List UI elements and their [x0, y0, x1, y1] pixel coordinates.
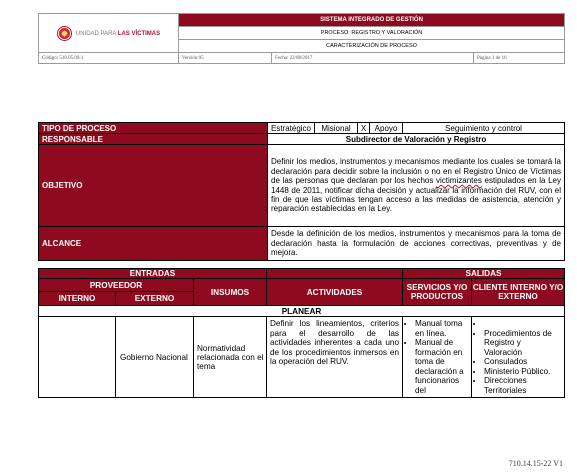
code-cell: Código: 510.05.09-1 [39, 53, 179, 64]
logo [39, 14, 179, 53]
process-name: PROCESO: REGISTRO Y VALORACIÓN [179, 27, 565, 40]
spacer-header [267, 269, 403, 279]
date-cell: Fecha: 22/08/2017 [272, 53, 474, 64]
system-title: SISTEMA INTEGRADO DE GESTIÓN [179, 14, 565, 27]
logo-text: UNIDAD PARA [75, 30, 118, 37]
tipo-seguimiento: Seguimiento y control [403, 123, 565, 134]
servicios-cell [403, 317, 472, 398]
list-item: • Direcciones Territoriales [484, 376, 561, 395]
process-info-table [38, 122, 565, 261]
interno-header: INTERNO [39, 292, 116, 306]
characterization-title: CARACTERIZACIÓN DE PROCESO [179, 40, 565, 53]
clientes-list [475, 319, 561, 395]
tipo-label: TIPO DE PROCESO [39, 123, 268, 134]
interno-cell [39, 317, 116, 398]
proveedor-header: PROVEEDOR [39, 279, 194, 292]
alcance-label: ALCANCE [39, 227, 268, 261]
objetivo-text-1: Definir los medios, instrumentos y mecanismos mediante los cuales se tomará la declaración para decidir sobre la inclusión o no en el Registro Único de Víctimas de las personas que declaran por los hechos [271, 157, 561, 186]
actividad-cell: Definir los lineamientos, criterios para el desarrollo de las actividades inherentes a cada uno de los procedimientos inmersos en la operación del RUV. [267, 317, 403, 398]
list-item [484, 319, 561, 329]
insumos-header: INSUMOS [194, 279, 267, 306]
list-item: • Manual de formación en toma de declaración a funcionarios del [415, 338, 468, 395]
objetivo-label: OBJETIVO [39, 145, 268, 227]
document-code-footer: 710.14.15-22 V1 [508, 459, 563, 468]
activities-table [38, 268, 565, 398]
colombia-seal-icon [57, 26, 72, 41]
cliente-header: CLIENTE INTERNO Y/O EXTERNO [472, 279, 565, 306]
tipo-mark: X [358, 123, 370, 134]
responsable-value: Subdirector de Valoración y Registro [268, 134, 565, 145]
tipo-apoyo: Apoyo [370, 123, 403, 134]
page-cell: Página 1 de 16 [474, 53, 565, 64]
tipo-estrategico: Estratégico [268, 123, 315, 134]
clientes-cell [472, 317, 565, 398]
entradas-header: ENTRADAS [39, 269, 267, 279]
table-row [39, 317, 565, 398]
version-cell: Versión:05 [179, 53, 272, 64]
document-header [38, 13, 565, 64]
logo-text-bold: LAS VÍCTIMAS [117, 30, 161, 37]
insumos-cell: Normatividad relacionada con el tema [194, 317, 267, 398]
objetivo-text-underlined: victimizantes [436, 176, 482, 186]
objetivo-value [268, 145, 565, 227]
alcance-value: Desde la definición de los medios, instrumentos y mecanismos para la toma de declaración hasta la formulación de acciones correctivas, preventivas y de mejora. [268, 227, 565, 261]
salidas-header: SALIDAS [403, 269, 565, 279]
externo-header: EXTERNO [116, 292, 194, 306]
externo-cell: Gobierno Nacional [116, 317, 194, 398]
objetivo-text-2: estipulados en la Ley 1448 de 2011, notificar dicha decisión y actualizar la información del RUV, con el fin de que las víctimas tengan acceso a las medidas de asistencia, atención y reparación establecidas en la Ley. [271, 176, 562, 214]
servicios-list [406, 319, 468, 395]
list-item: • Manual toma en línea. [415, 319, 468, 338]
tipo-misional: Misional [315, 123, 358, 134]
list-item: • Procedimientos de Registro y Valoración [484, 329, 561, 358]
list-item: • Consulados [484, 357, 561, 367]
list-item: • Ministerio Público. [484, 367, 561, 377]
servicios-header: SERVICIOS Y/O PRODUCTOS [403, 279, 472, 306]
planear-row: PLANEAR [39, 306, 565, 317]
actividades-header: ACTIVIDADES [267, 279, 403, 306]
responsable-label: RESPONSABLE [39, 134, 268, 145]
